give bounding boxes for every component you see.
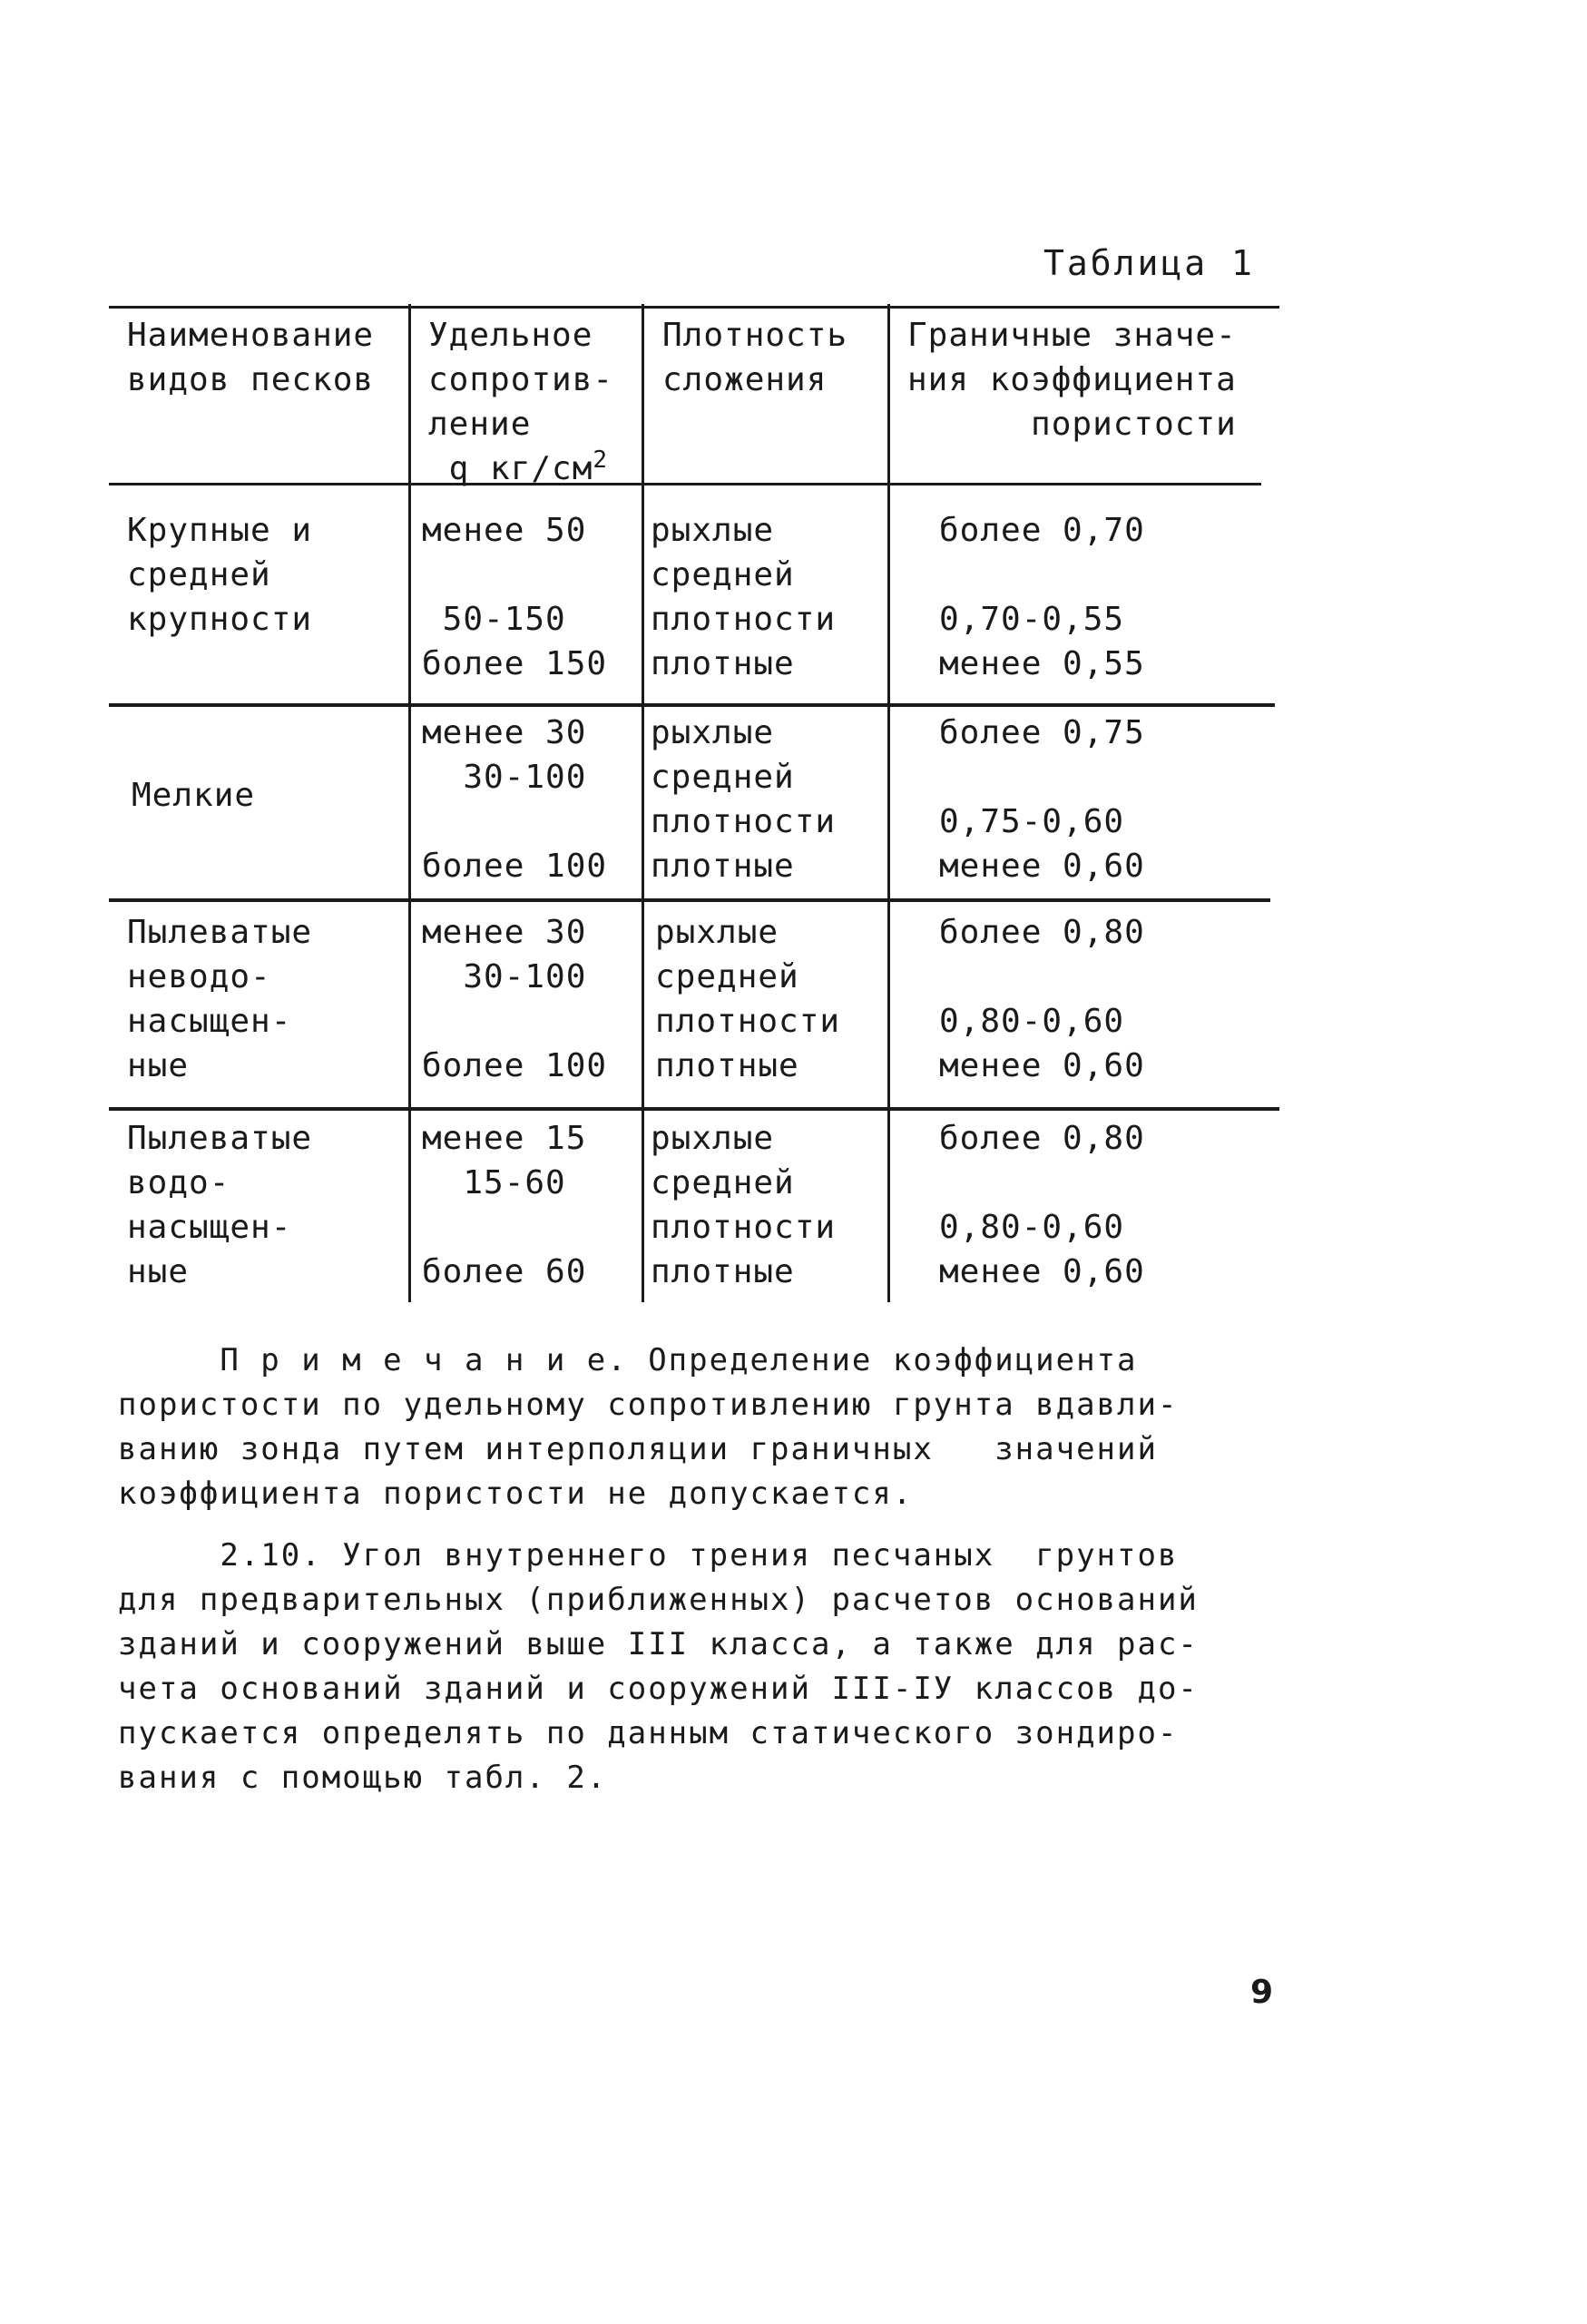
table-row-3-porosity: более 0,80 0,80-0,60 менее 0,60 <box>939 914 1145 1084</box>
header-porosity: Граничные значе- ния коэффициента пористости <box>907 317 1237 443</box>
table-row-2-name: Мелкие <box>132 777 256 814</box>
table-row-2-resistance: менее 30 30-100 более 100 <box>422 714 608 885</box>
header-bottom-rule <box>109 483 1261 485</box>
header-sand-type: Наименование видов песков <box>127 317 375 398</box>
header-resistance-text: Удельное сопротив- ление q кг/см <box>428 317 614 487</box>
table-row-3-name: Пылеватые неводо- насыщен- ные <box>127 914 313 1084</box>
table-row-1-name: Крупные и средней крупности <box>127 512 313 638</box>
table-row-1-resistance: менее 50 50-150 более 150 <box>422 512 608 682</box>
table-row-3-resistance: менее 30 30-100 более 100 <box>422 914 608 1084</box>
table-row-2-density: рыхлые средней плотности плотные <box>651 714 837 885</box>
row-divider-2 <box>109 898 1270 902</box>
table-note: П р и м е ч а н и е. Определение коэффициента пористости по удельному сопротивлению грунта вдавли- ванию зонда путем интерполяции граничных значений коэффициента пористости не допускается. <box>118 1342 1179 1512</box>
table-top-rule <box>109 306 1279 309</box>
table-row-3-density: рыхлые средней плотности плотные <box>655 914 841 1084</box>
table-row-1-density: рыхлые средней плотности плотные <box>651 512 837 682</box>
table-row-2-porosity: более 0,75 0,75-0,60 менее 0,60 <box>939 714 1145 885</box>
table-row-4-density: рыхлые средней плотности плотные <box>651 1120 837 1290</box>
row-divider-3 <box>109 1107 1279 1111</box>
table-row-4-resistance: менее 15 15-60 более 60 <box>422 1120 587 1290</box>
table-row-4-porosity: более 0,80 0,80-0,60 менее 0,60 <box>939 1120 1145 1290</box>
table-row-4-name: Пылеватые водо- насыщен- ные <box>127 1120 313 1290</box>
page-number: 9 <box>1250 1974 1274 2011</box>
row-divider-1 <box>109 703 1275 707</box>
section-2-10-paragraph: 2.10. Угол внутреннего трения песчаных грунтов для предварительных (приближенных) расчетов оснований зданий и сооружений выше III класса, а также для рас- чета оснований зданий и сооружений III-IУ классов до- пускается определять по данным статического зондиро- вания с помощью табл. 2. <box>118 1537 1199 1796</box>
table-row-1-porosity: более 0,70 0,70-0,55 менее 0,55 <box>939 512 1145 682</box>
column-divider-1 <box>408 304 411 1302</box>
header-resistance <box>428 313 613 491</box>
header-resistance-exponent: 2 <box>593 446 609 474</box>
column-divider-2 <box>642 304 644 1302</box>
column-divider-3 <box>887 304 890 1302</box>
table-caption: Таблица 1 <box>1043 243 1255 283</box>
header-density: Плотность сложения <box>662 317 848 398</box>
